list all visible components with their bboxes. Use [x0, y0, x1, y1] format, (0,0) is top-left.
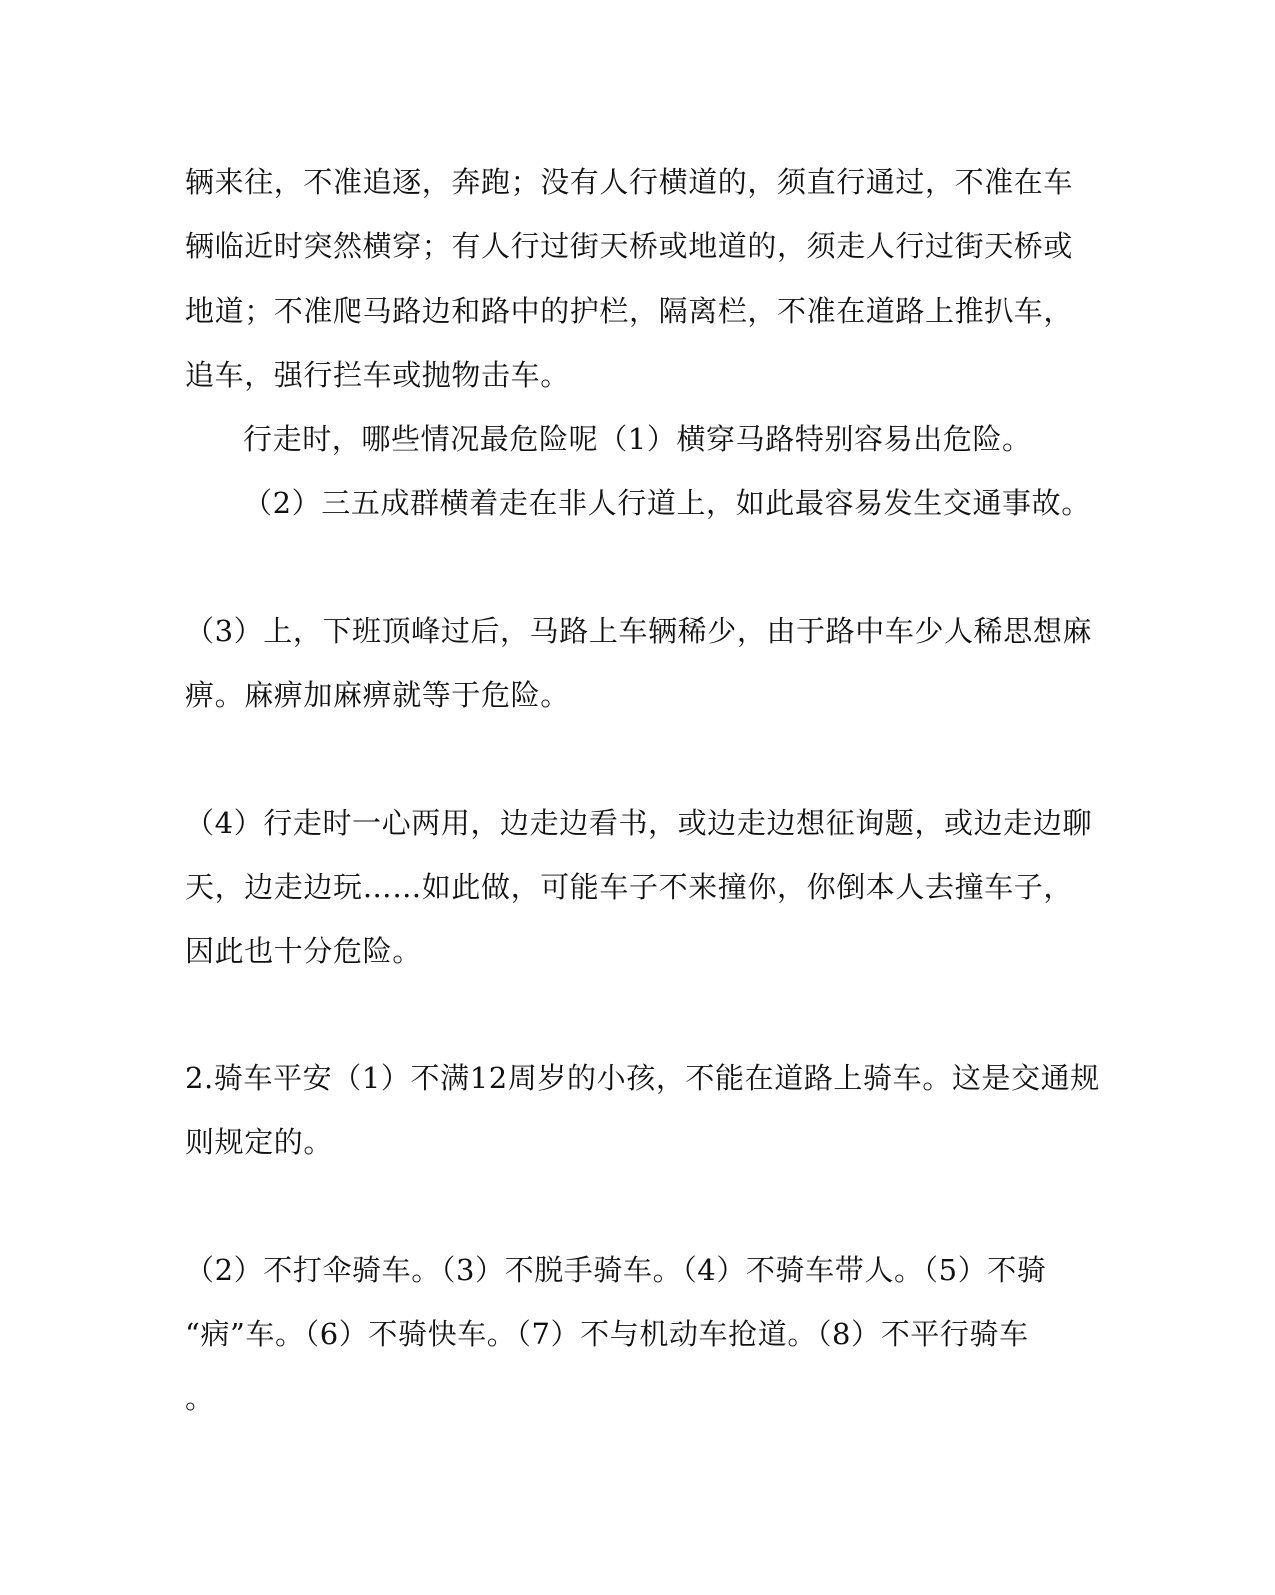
- text-line: 地道；不准爬马路边和路中的护栏，隔离栏，不准在道路上推扒车，: [185, 294, 1074, 328]
- text-line: 辆临近时突然横穿；有人行过街天桥或地道的，须走人行过街天桥或: [185, 229, 1074, 263]
- text-line: （2）三五成群横着走在非人行道上，如此最容易发生交通事故。: [243, 486, 1091, 520]
- text-line: 。: [185, 1381, 215, 1415]
- text-line: 追车，强行拦车或抛物击车。: [185, 358, 570, 392]
- text-line: 2.骑车平安（1）不满12周岁的小孩，不能在道路上骑车。这是交通规: [185, 1061, 1100, 1095]
- text-line: （2）不打伞骑车。（3）不脱手骑车。（4）不骑车带人。（5）不骑: [185, 1253, 1047, 1287]
- text-line: “病”车。（6）不骑快车。（7）不与机动车抢道。（8）不平行骑车: [185, 1317, 1029, 1351]
- text-line: （3）上，下班顶峰过后，马路上车辆稀少，由于路中车少人稀思想麻: [185, 614, 1093, 648]
- text-line: 行走时，哪些情况最危险呢（1）横穿马路特别容易出危险。: [243, 422, 1032, 456]
- text-line: 则规定的。: [185, 1125, 334, 1159]
- text-line: （4）行走时一心两用，边走边看书，或边走边想征询题，或边走边聊: [185, 806, 1093, 840]
- text-line: 辆来往，不准追逐，奔跑；没有人行横道的，须直行通过，不准在车: [185, 165, 1074, 199]
- text-line: 因此也十分危险。: [185, 934, 422, 968]
- text-line: 痹。麻痹加麻痹就等于危险。: [185, 678, 570, 712]
- text-line: 天，边走边玩……如此做，可能车子不来撞你，你倒本人去撞车子，: [185, 870, 1074, 904]
